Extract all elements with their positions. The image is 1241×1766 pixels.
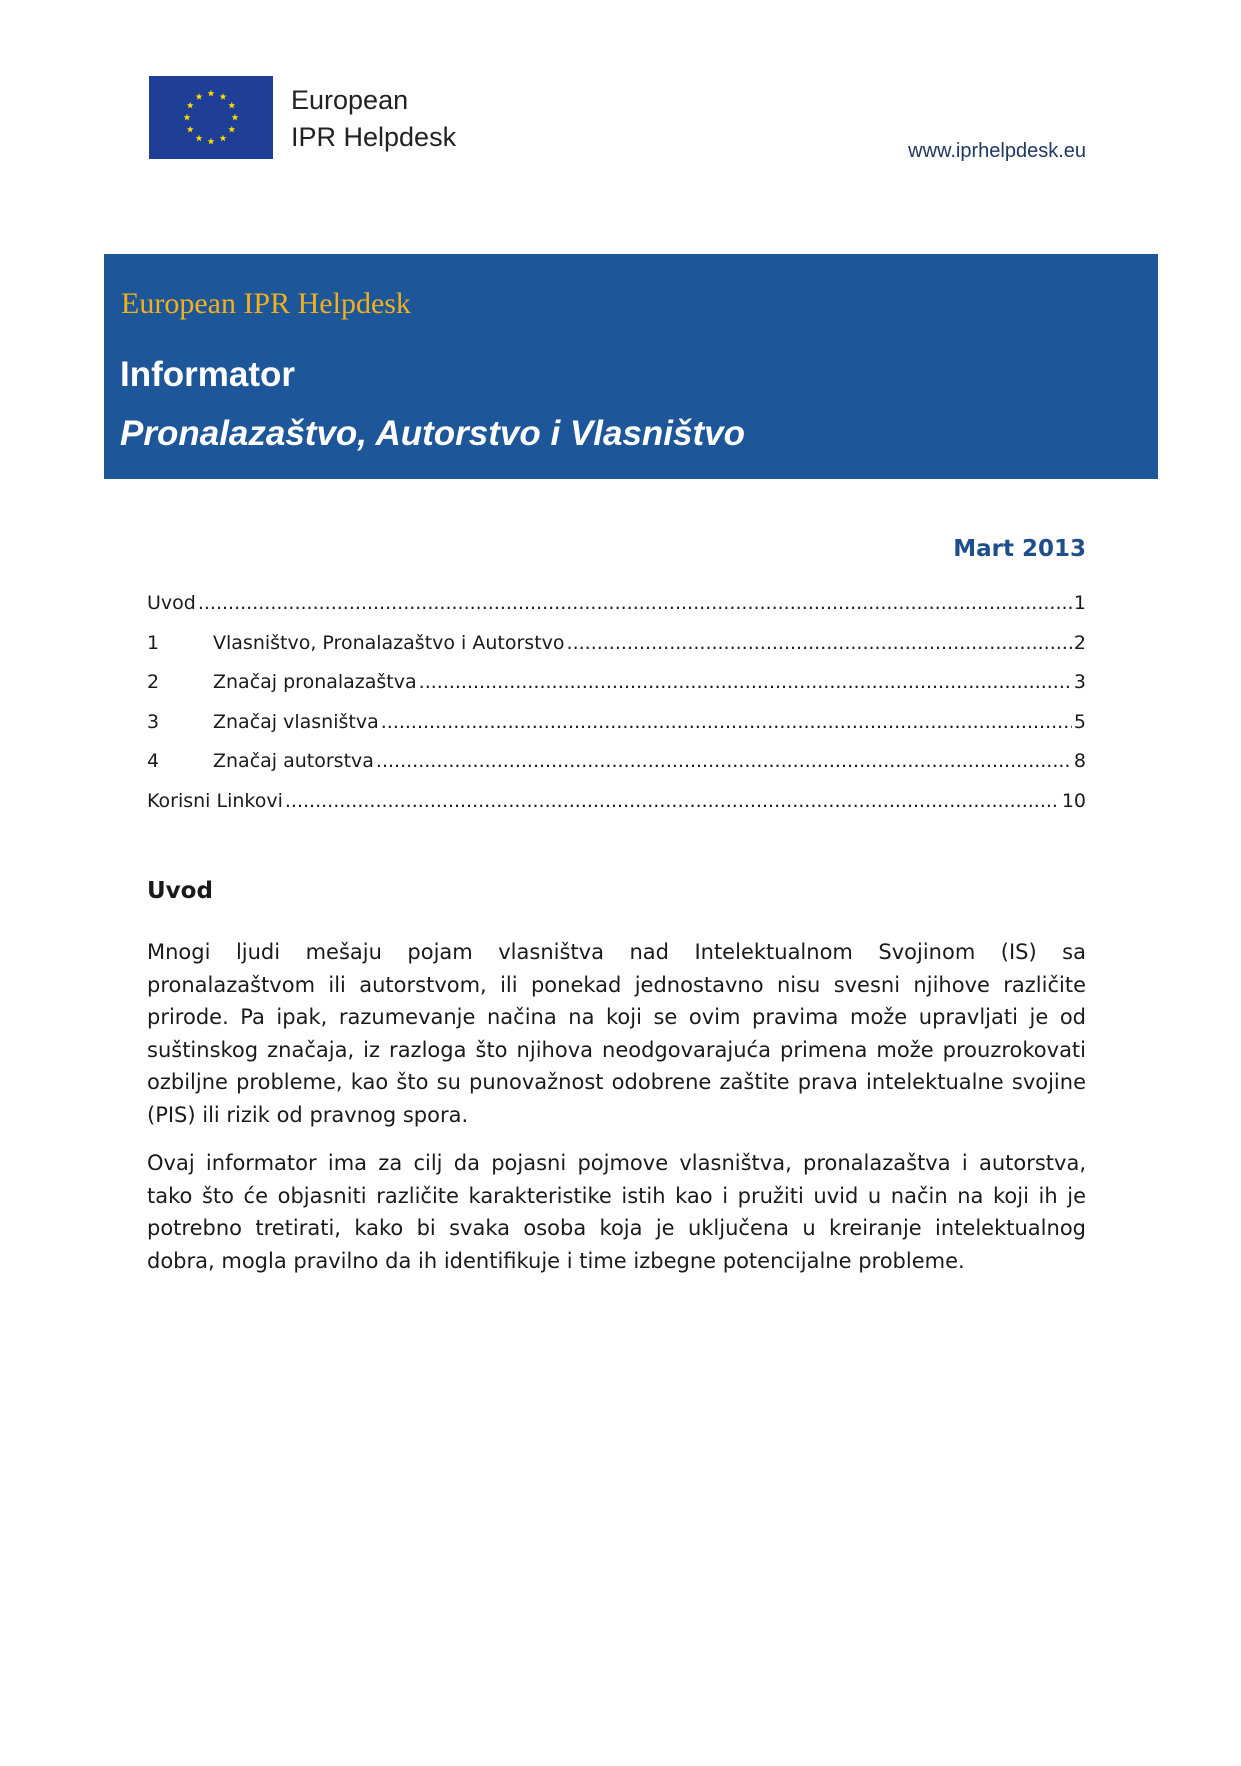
body-paragraph: Ovaj informator ima za cilj da pojasni pojmove vlasništva, pronalazaštva i autorstva, tako što će objasniti različite karakteristike istih kao i pružiti uvid u način na koji ih je potrebno tretirati, kako bi svaka osoba koja je uključena u kreiranje intelektualnog dobra, mogla pravilno da ih identifikuje i time izbegne potencijalne probleme. (147, 1151, 1086, 1273)
toc-entry[interactable] (147, 709, 1086, 749)
toc-entry-label: Značaj autorstva (213, 750, 374, 772)
toc-entry-page: 5 (1073, 710, 1086, 733)
banner-kicker: European IPR Helpdesk (121, 287, 411, 320)
toc-entry[interactable] (147, 669, 1086, 709)
toc-entry-page: 3 (1073, 671, 1086, 693)
publication-date: Mart 2013 (953, 536, 1086, 562)
toc-entry-label: Uvod (147, 592, 196, 614)
toc-entry[interactable] (147, 748, 1086, 788)
title-banner (104, 254, 1158, 479)
eu-flag-icon (149, 76, 273, 159)
toc-entry-page: 1 (1073, 592, 1086, 614)
document-title: Informator (120, 355, 295, 394)
toc-leader-dots (381, 709, 1072, 736)
toc-entry-number: 3 (147, 710, 160, 733)
toc-leader-dots (285, 788, 1060, 815)
website-link[interactable]: www.iprhelpdesk.eu (908, 140, 1086, 162)
toc-entry-number: 1 (147, 631, 160, 654)
brand-line-2: IPR Helpdesk (291, 122, 457, 152)
body-paragraph: Mnogi ljudi mešaju pojam vlasništva nad Intelektualnom Svojinom (IS) sa pronalazaštvom ili autorstvom, ili ponekad jednostavno nisu svesni njihove različite prirode. Pa ipak, razumevanje načina na koji se ovim pravima može upravljati je od suštinskog značaja, iz razloga što njihova neodgovarajuća primena može prouzrokovati ozbiljne probleme, kao što su punovažnost odobrene zaštite prava intelektualne svojine (PIS) ili rizik od pravnog spora. (147, 940, 1086, 1127)
toc-entry-label: Značaj vlasništva (213, 710, 379, 733)
toc-entry-number: 4 (147, 750, 160, 772)
eu-flag-background (149, 76, 273, 159)
toc-entry-page: 10 (1061, 789, 1086, 812)
toc-leader-dots (376, 748, 1072, 775)
toc-entry-label: Značaj pronalazaštva (213, 671, 417, 693)
table-of-contents (147, 590, 1086, 827)
toc-leader-dots (567, 630, 1072, 657)
toc-entry[interactable] (147, 788, 1086, 828)
toc-entry[interactable] (147, 630, 1086, 670)
toc-entry-page: 8 (1073, 750, 1086, 772)
toc-leader-dots (198, 590, 1072, 617)
toc-entry-number: 2 (147, 671, 160, 693)
toc-entry-label: Korisni Linkovi (147, 789, 283, 812)
toc-leader-dots (419, 669, 1072, 696)
toc-entry-label: Vlasništvo, Pronalazaštvo i Autorstvo (213, 631, 565, 654)
toc-entry[interactable] (147, 590, 1086, 630)
brand-name (291, 82, 456, 156)
brand-line-1: European (291, 85, 409, 115)
toc-entry-page: 2 (1073, 631, 1086, 654)
section-heading: Uvod (147, 878, 213, 904)
document-subtitle: Pronalazaštvo, Autorstvo i Vlasništvo (120, 414, 745, 453)
